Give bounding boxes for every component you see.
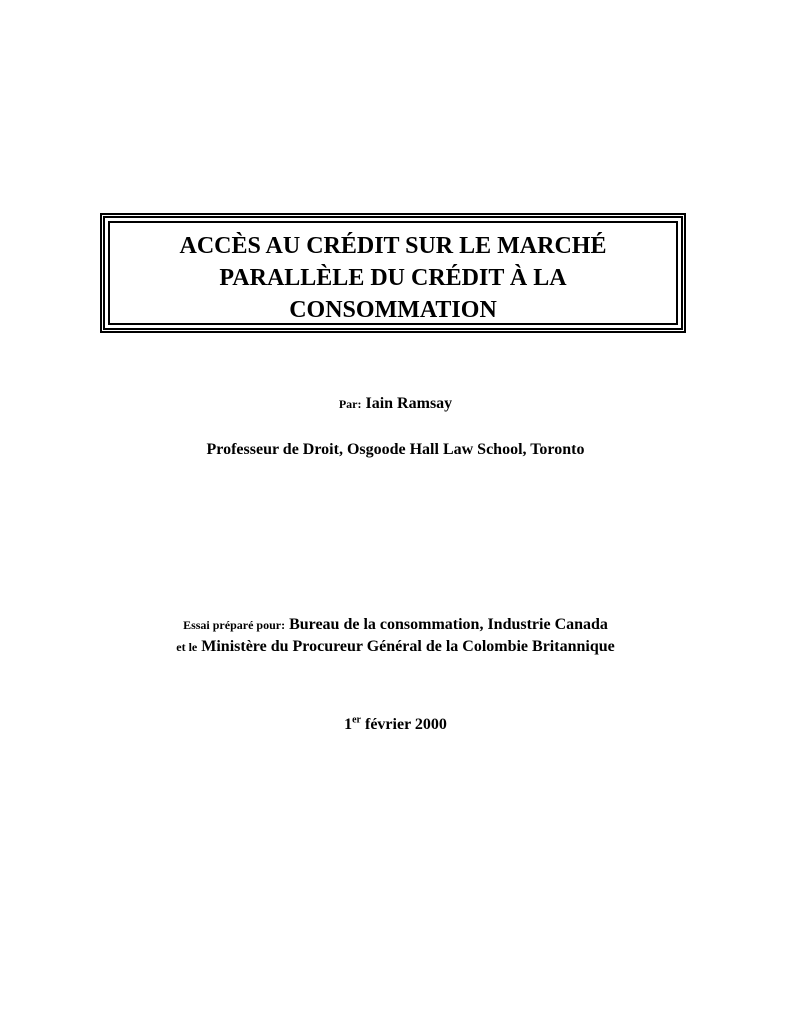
author-line [0, 395, 791, 413]
prepared-for-line [0, 616, 791, 634]
document-title [105, 230, 681, 326]
date-day: 1 [344, 716, 353, 733]
title-line-1: ACCÈS AU CRÉDIT SUR LE MARCHÉ [179, 233, 607, 259]
author-name: Iain Ramsay [365, 395, 453, 412]
document-date [0, 716, 791, 734]
prepared-for-connector: et le [176, 640, 198, 654]
title-box [100, 213, 686, 333]
prepared-for-prefix: Essai préparé pour: [183, 618, 286, 632]
prepared-for-org2: Ministère du Procureur Général de la Colombie Britannique [201, 638, 615, 655]
title-line-3: CONSOMMATION [289, 297, 497, 323]
prepared-for-line-2 [0, 638, 791, 656]
author-affiliation: Professeur de Droit, Osgoode Hall Law School, Toronto [206, 441, 585, 458]
title-line-2: PARALLÈLE DU CRÉDIT À LA [219, 265, 567, 291]
date-suffix: er [352, 714, 361, 726]
date-rest: février 2000 [365, 716, 447, 733]
prepared-for-org1: Bureau de la consommation, Industrie Canada [289, 616, 608, 633]
author-prefix: Par: [338, 397, 362, 411]
